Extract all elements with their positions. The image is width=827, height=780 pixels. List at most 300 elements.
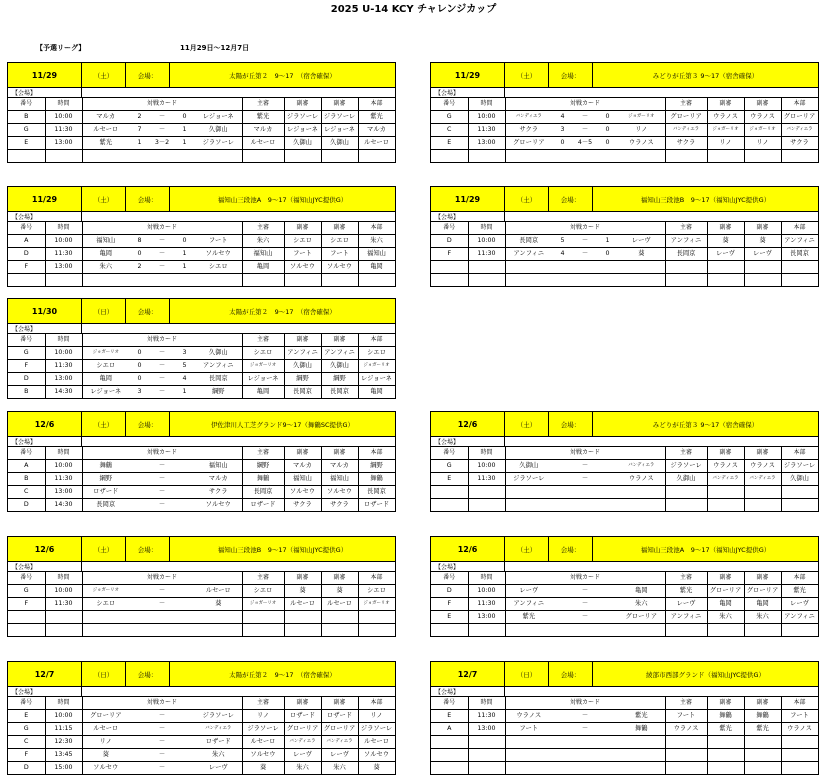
day-of-week: （日） [82, 299, 126, 323]
day-of-week: （土） [505, 63, 549, 87]
cell-s2 [174, 762, 195, 775]
cell-a2: ジョガーリオ [744, 124, 781, 137]
cell-t: 10:00 [468, 460, 505, 473]
venue-label: 会場： [126, 63, 170, 87]
cell-a1: 葵 [707, 235, 744, 248]
cell-a1 [707, 624, 744, 637]
cell-r: ジョガーリオ [242, 598, 284, 611]
day-of-week: （土） [82, 537, 126, 561]
venue-name: 太陽が丘第２ 9～17 （宿舎確保） [229, 670, 336, 679]
cell-h: グローリア [82, 710, 129, 723]
cell-t [45, 274, 82, 287]
cell-s1 [552, 710, 573, 723]
cell-d: 4－5 [573, 137, 597, 150]
col-time: 時間 [468, 697, 505, 710]
cell-s1 [129, 585, 150, 598]
schedule-block [7, 298, 396, 399]
col-matchup: 対戦カード [505, 98, 665, 111]
col-referee: 主審 [242, 447, 284, 460]
cell-t: 13:00 [45, 137, 82, 150]
venue-subheader [431, 562, 818, 572]
cell-h [82, 150, 129, 163]
cell-s2 [174, 274, 195, 287]
cell-a2: 舞鶴 [744, 710, 781, 723]
cell-r: 亀岡 [242, 386, 284, 399]
cell-s2 [174, 499, 195, 512]
cell-g: B [8, 111, 45, 124]
cell-hq [781, 261, 818, 274]
match-row [8, 460, 395, 473]
col-number: 番号 [8, 572, 45, 585]
schedule-block [430, 411, 819, 512]
col-hq: 本部 [781, 697, 818, 710]
cell-d [573, 150, 597, 163]
cell-g: A [431, 723, 468, 736]
venue-subheader [431, 212, 818, 222]
cell-g [8, 611, 45, 624]
match-row [431, 261, 818, 274]
venue-sub-label: 【会場】 [431, 562, 505, 571]
cell-t [468, 486, 505, 499]
cell-s1 [129, 611, 150, 624]
schedule-block [7, 411, 396, 512]
cell-s1 [552, 274, 573, 287]
block-header [431, 662, 818, 687]
cell-d [573, 274, 597, 287]
cell-d: － [573, 611, 597, 624]
venue-label: 会場： [549, 412, 593, 436]
cell-r: 舞鶴 [242, 473, 284, 486]
cell-d: － [150, 460, 174, 473]
cell-a: 舞鶴 [618, 723, 665, 736]
match-table [431, 98, 818, 162]
cell-a1 [284, 624, 321, 637]
cell-s1: 0 [129, 360, 150, 373]
cell-g: G [431, 111, 468, 124]
cell-t: 11:15 [45, 723, 82, 736]
col-time: 時間 [45, 697, 82, 710]
venue-name: 福知山三段池B 9～17（福知山JYC提供G） [217, 545, 348, 554]
cell-d [150, 624, 174, 637]
cell-g [431, 749, 468, 762]
venue-subheader [431, 437, 818, 447]
cell-hq [358, 611, 395, 624]
cell-hq: リノ [358, 710, 395, 723]
cell-a: ジラソーレ [195, 710, 242, 723]
cell-a1: 朱六 [284, 762, 321, 775]
col-referee: 主審 [665, 697, 707, 710]
cell-h [82, 624, 129, 637]
cell-s1 [129, 150, 150, 163]
cell-hq: ジラソーレ [781, 460, 818, 473]
match-table [431, 447, 818, 511]
cell-s2 [597, 624, 618, 637]
venue-sub-label: 【会場】 [8, 437, 82, 446]
cell-t: 11:30 [45, 360, 82, 373]
cell-g: G [431, 460, 468, 473]
col-assistant-1: 副審 [707, 98, 744, 111]
venue-name: 福知山三段池A 9～17（福知山JYC提供G） [217, 195, 348, 204]
cell-h [505, 150, 552, 163]
cell-h: 紫光 [505, 611, 552, 624]
cell-hq: ソルセウ [358, 749, 395, 762]
match-row [431, 486, 818, 499]
cell-d [573, 499, 597, 512]
match-row [431, 235, 818, 248]
cell-a: 亀岡 [618, 585, 665, 598]
match-row [8, 736, 395, 749]
cell-d: － [573, 723, 597, 736]
cell-a: 紫光 [618, 710, 665, 723]
cell-d [573, 762, 597, 775]
cell-a1 [707, 762, 744, 775]
venue-sub-label: 【会場】 [8, 212, 82, 221]
venue-sub-label: 【会場】 [8, 324, 82, 333]
venue-name: みどりが丘第３ 9～17（宿舎確保） [652, 420, 759, 429]
cell-hq: マルカ [358, 124, 395, 137]
cell-d [150, 611, 174, 624]
cell-s2 [597, 710, 618, 723]
cell-h: 亀岡 [82, 248, 129, 261]
venue-label: 会場： [549, 537, 593, 561]
cell-r [665, 499, 707, 512]
cell-r: ルセーロ [242, 137, 284, 150]
cell-t: 11:30 [468, 710, 505, 723]
cell-h: レジョーネ [90, 387, 122, 395]
cell-d: － [150, 373, 174, 386]
cell-hq: フート [781, 710, 818, 723]
cell-hq: シエロ [358, 347, 395, 360]
cell-a2 [744, 261, 781, 274]
cell-a2: 朱六 [744, 611, 781, 624]
cell-s2 [597, 736, 618, 749]
cell-hq [358, 274, 395, 287]
cell-hq: シエロ [358, 585, 395, 598]
column-header-row [8, 334, 395, 347]
cell-a: 長岡京 [195, 373, 242, 386]
cell-d [573, 736, 597, 749]
cell-s1 [129, 460, 150, 473]
cell-g: G [8, 723, 45, 736]
col-referee: 主審 [665, 572, 707, 585]
cell-s1: 7 [129, 124, 150, 137]
match-row [431, 598, 818, 611]
cell-a2: マルカ [321, 460, 358, 473]
col-assistant-2: 副審 [744, 697, 781, 710]
cell-a1: レーヴ [707, 248, 744, 261]
match-table [431, 222, 818, 286]
col-assistant-2: 副審 [321, 697, 358, 710]
match-row [431, 137, 818, 150]
cell-r: グローリア [665, 111, 707, 124]
col-assistant-1: 副審 [284, 334, 321, 347]
cell-r [665, 150, 707, 163]
cell-s1: 3 [137, 387, 142, 395]
cell-g: E [431, 137, 468, 150]
cell-a [195, 150, 242, 163]
col-referee: 主審 [242, 334, 284, 347]
col-time: 時間 [468, 572, 505, 585]
cell-t: 11:30 [468, 124, 505, 137]
block-header [431, 537, 818, 562]
cell-a1: バンディエラ [707, 473, 744, 486]
cell-t [468, 274, 505, 287]
cell-a1 [707, 274, 744, 287]
col-number: 番号 [431, 98, 468, 111]
cell-a2 [744, 274, 781, 287]
venue-label: 会場： [549, 63, 593, 87]
cell-a: レーヴ [618, 235, 665, 248]
cell-hq [358, 624, 395, 637]
cell-a2: ソルセウ [321, 261, 358, 274]
cell-h: 長岡京 [96, 500, 116, 508]
cell-a2 [744, 150, 781, 163]
cell-a1: ロザード [284, 710, 321, 723]
cell-a: リノ [618, 124, 665, 137]
cell-t: 10:00 [45, 111, 82, 124]
cell-t: 13:00 [45, 486, 82, 499]
cell-r [665, 261, 707, 274]
cell-t: 10:00 [468, 111, 505, 124]
block-header [8, 412, 395, 437]
match-row [8, 585, 395, 598]
cell-s2 [597, 598, 618, 611]
schedule-block [430, 62, 819, 163]
cell-g: A [8, 460, 45, 473]
cell-h: ルセーロ [82, 723, 129, 736]
cell-g [8, 274, 45, 287]
match-date: 11/29 [8, 63, 82, 87]
cell-hq: 亀岡 [358, 386, 395, 399]
cell-r: 綱野 [242, 460, 284, 473]
cell-g [431, 499, 468, 512]
match-row [8, 137, 395, 150]
cell-g: D [431, 235, 468, 248]
cell-r: フート [665, 710, 707, 723]
cell-s2: 0 [597, 111, 618, 124]
cell-s2 [174, 486, 195, 499]
col-assistant-2: 副審 [321, 572, 358, 585]
cell-t: 13:00 [468, 723, 505, 736]
match-date: 12/7 [8, 662, 82, 686]
cell-a [618, 150, 665, 163]
block-header [431, 187, 818, 212]
venue-label: 会場： [549, 187, 593, 211]
col-matchup: 対戦カード [82, 98, 242, 111]
venue-label: 会場： [126, 537, 170, 561]
cell-h: 久御山 [505, 460, 552, 473]
cell-s2: 1 [174, 124, 195, 137]
cell-a1: レーヴ [284, 749, 321, 762]
cell-s2 [597, 261, 618, 274]
col-number: 番号 [431, 572, 468, 585]
cell-hq: ロザード [358, 499, 395, 512]
cell-t: 10:00 [468, 235, 505, 248]
cell-r: ジラソーレ [665, 460, 707, 473]
match-table [8, 697, 395, 774]
cell-s2 [597, 723, 618, 736]
venue-subheader [8, 687, 395, 697]
cell-r: 紫光 [665, 585, 707, 598]
cell-d: － [150, 248, 174, 261]
cell-d [573, 261, 597, 274]
col-hq: 本部 [781, 222, 818, 235]
cell-a2: 葵 [321, 585, 358, 598]
cell-h: レーヴ [505, 585, 552, 598]
match-row [8, 473, 395, 486]
cell-d: － [573, 585, 597, 598]
cell-s2: 0 [597, 137, 618, 150]
match-row [8, 124, 395, 137]
cell-a2 [321, 274, 358, 287]
match-table [8, 334, 395, 398]
cell-a2: シエロ [321, 235, 358, 248]
match-date: 12/6 [431, 537, 505, 561]
cell-s2 [597, 473, 618, 486]
cell-a2: 長岡京 [321, 386, 358, 399]
cell-r: 朱六 [242, 235, 284, 248]
col-number: 番号 [431, 222, 468, 235]
cell-d: － [150, 749, 174, 762]
cell-s2: 0 [597, 124, 618, 137]
day-of-week: （日） [82, 662, 126, 686]
cell-hq: アンフィニ [781, 611, 818, 624]
cell-d: － [573, 473, 597, 486]
cell-a [618, 261, 665, 274]
cell-a: ソルセウ [195, 248, 242, 261]
match-row [8, 235, 395, 248]
cell-a1: ジラソーレ [284, 111, 321, 124]
cell-s2 [174, 749, 195, 762]
cell-a2: サクラ [321, 499, 358, 512]
col-assistant-2: 副審 [321, 334, 358, 347]
cell-h: ルセーロ [82, 124, 129, 137]
cell-s1 [552, 585, 573, 598]
cell-a: ジラソーレ [195, 137, 242, 150]
day-of-week: （土） [82, 412, 126, 436]
venue-label: 会場： [126, 299, 170, 323]
cell-d: － [150, 710, 174, 723]
cell-a [618, 624, 665, 637]
cell-a1 [707, 261, 744, 274]
match-row [8, 373, 395, 386]
cell-g: F [431, 598, 468, 611]
cell-a: ソルセウ [195, 499, 242, 512]
cell-a: 朱六 [195, 749, 242, 762]
cell-a2: フート [321, 248, 358, 261]
venue-label: 会場： [126, 412, 170, 436]
cell-a1: ルセーロ [284, 598, 321, 611]
cell-a1 [707, 499, 744, 512]
match-row [8, 749, 395, 762]
cell-a2: 綱野 [321, 373, 358, 386]
column-header-row [431, 98, 818, 111]
col-hq: 本部 [358, 697, 395, 710]
match-row [431, 473, 818, 486]
col-hq: 本部 [358, 447, 395, 460]
cell-a [618, 749, 665, 762]
col-time: 時間 [45, 447, 82, 460]
cell-s1 [129, 486, 150, 499]
cell-d [150, 150, 174, 163]
cell-d: － [158, 387, 166, 395]
col-hq: 本部 [358, 222, 395, 235]
cell-g: F [431, 248, 468, 261]
cell-a [618, 736, 665, 749]
col-number: 番号 [8, 98, 45, 111]
column-header-row [8, 98, 395, 111]
cell-h: アンフィニ [505, 598, 552, 611]
match-row [8, 248, 395, 261]
cell-h [505, 261, 552, 274]
cell-t [468, 624, 505, 637]
cell-a1: 綱野 [284, 373, 321, 386]
cell-s1 [129, 749, 150, 762]
cell-hq: ジョガーリオ [358, 360, 395, 373]
cell-d [573, 749, 597, 762]
match-date: 12/6 [8, 412, 82, 436]
cell-g: G [8, 347, 45, 360]
cell-r: 長岡京 [665, 248, 707, 261]
col-time: 時間 [468, 222, 505, 235]
match-row [8, 274, 395, 287]
cell-r: シエロ [242, 585, 284, 598]
cell-hq: 長岡京 [358, 486, 395, 499]
day-of-week: （土） [82, 63, 126, 87]
cell-r: ウラノス [665, 723, 707, 736]
cell-t [468, 499, 505, 512]
day-of-week: （土） [505, 537, 549, 561]
cell-d: － [150, 235, 174, 248]
cell-h: フート [505, 723, 552, 736]
match-table [431, 572, 818, 636]
day-of-week: （土） [82, 187, 126, 211]
cell-h: 長岡京 [505, 235, 552, 248]
column-header-row [431, 697, 818, 710]
venue-label: 会場： [549, 662, 593, 686]
cell-hq: 朱六 [358, 235, 395, 248]
cell-t [468, 762, 505, 775]
cell-g: F [8, 360, 45, 373]
col-matchup: 対戦カード [82, 334, 242, 347]
venue-subheader [8, 437, 395, 447]
column-header-row [8, 447, 395, 460]
cell-a1: 紫光 [707, 723, 744, 736]
period-label: 11月29日～12月7日 [180, 44, 250, 52]
cell-s2 [597, 150, 618, 163]
venue-label: 会場： [126, 187, 170, 211]
cell-h: リノ [82, 736, 129, 749]
cell-h [82, 611, 129, 624]
cell-g: D [8, 762, 45, 775]
schedule-block [7, 536, 396, 637]
cell-h: ロザード [82, 486, 129, 499]
cell-a: サクラ [195, 486, 242, 499]
cell-a2: 福知山 [321, 473, 358, 486]
cell-d: － [150, 111, 174, 124]
match-row [8, 611, 395, 624]
cell-g [431, 762, 468, 775]
cell-h: 舞鶴 [82, 460, 129, 473]
cell-h: ジョガーリオ [82, 347, 129, 360]
cell-h [505, 736, 552, 749]
venue-name: みどりが丘第３ 9～17（宿舎確保） [652, 71, 759, 80]
cell-s1: 0 [129, 373, 150, 386]
cell-t: 11:30 [45, 598, 82, 611]
cell-s1 [129, 762, 150, 775]
cell-d: － [150, 473, 174, 486]
col-assistant-2: 副審 [744, 222, 781, 235]
